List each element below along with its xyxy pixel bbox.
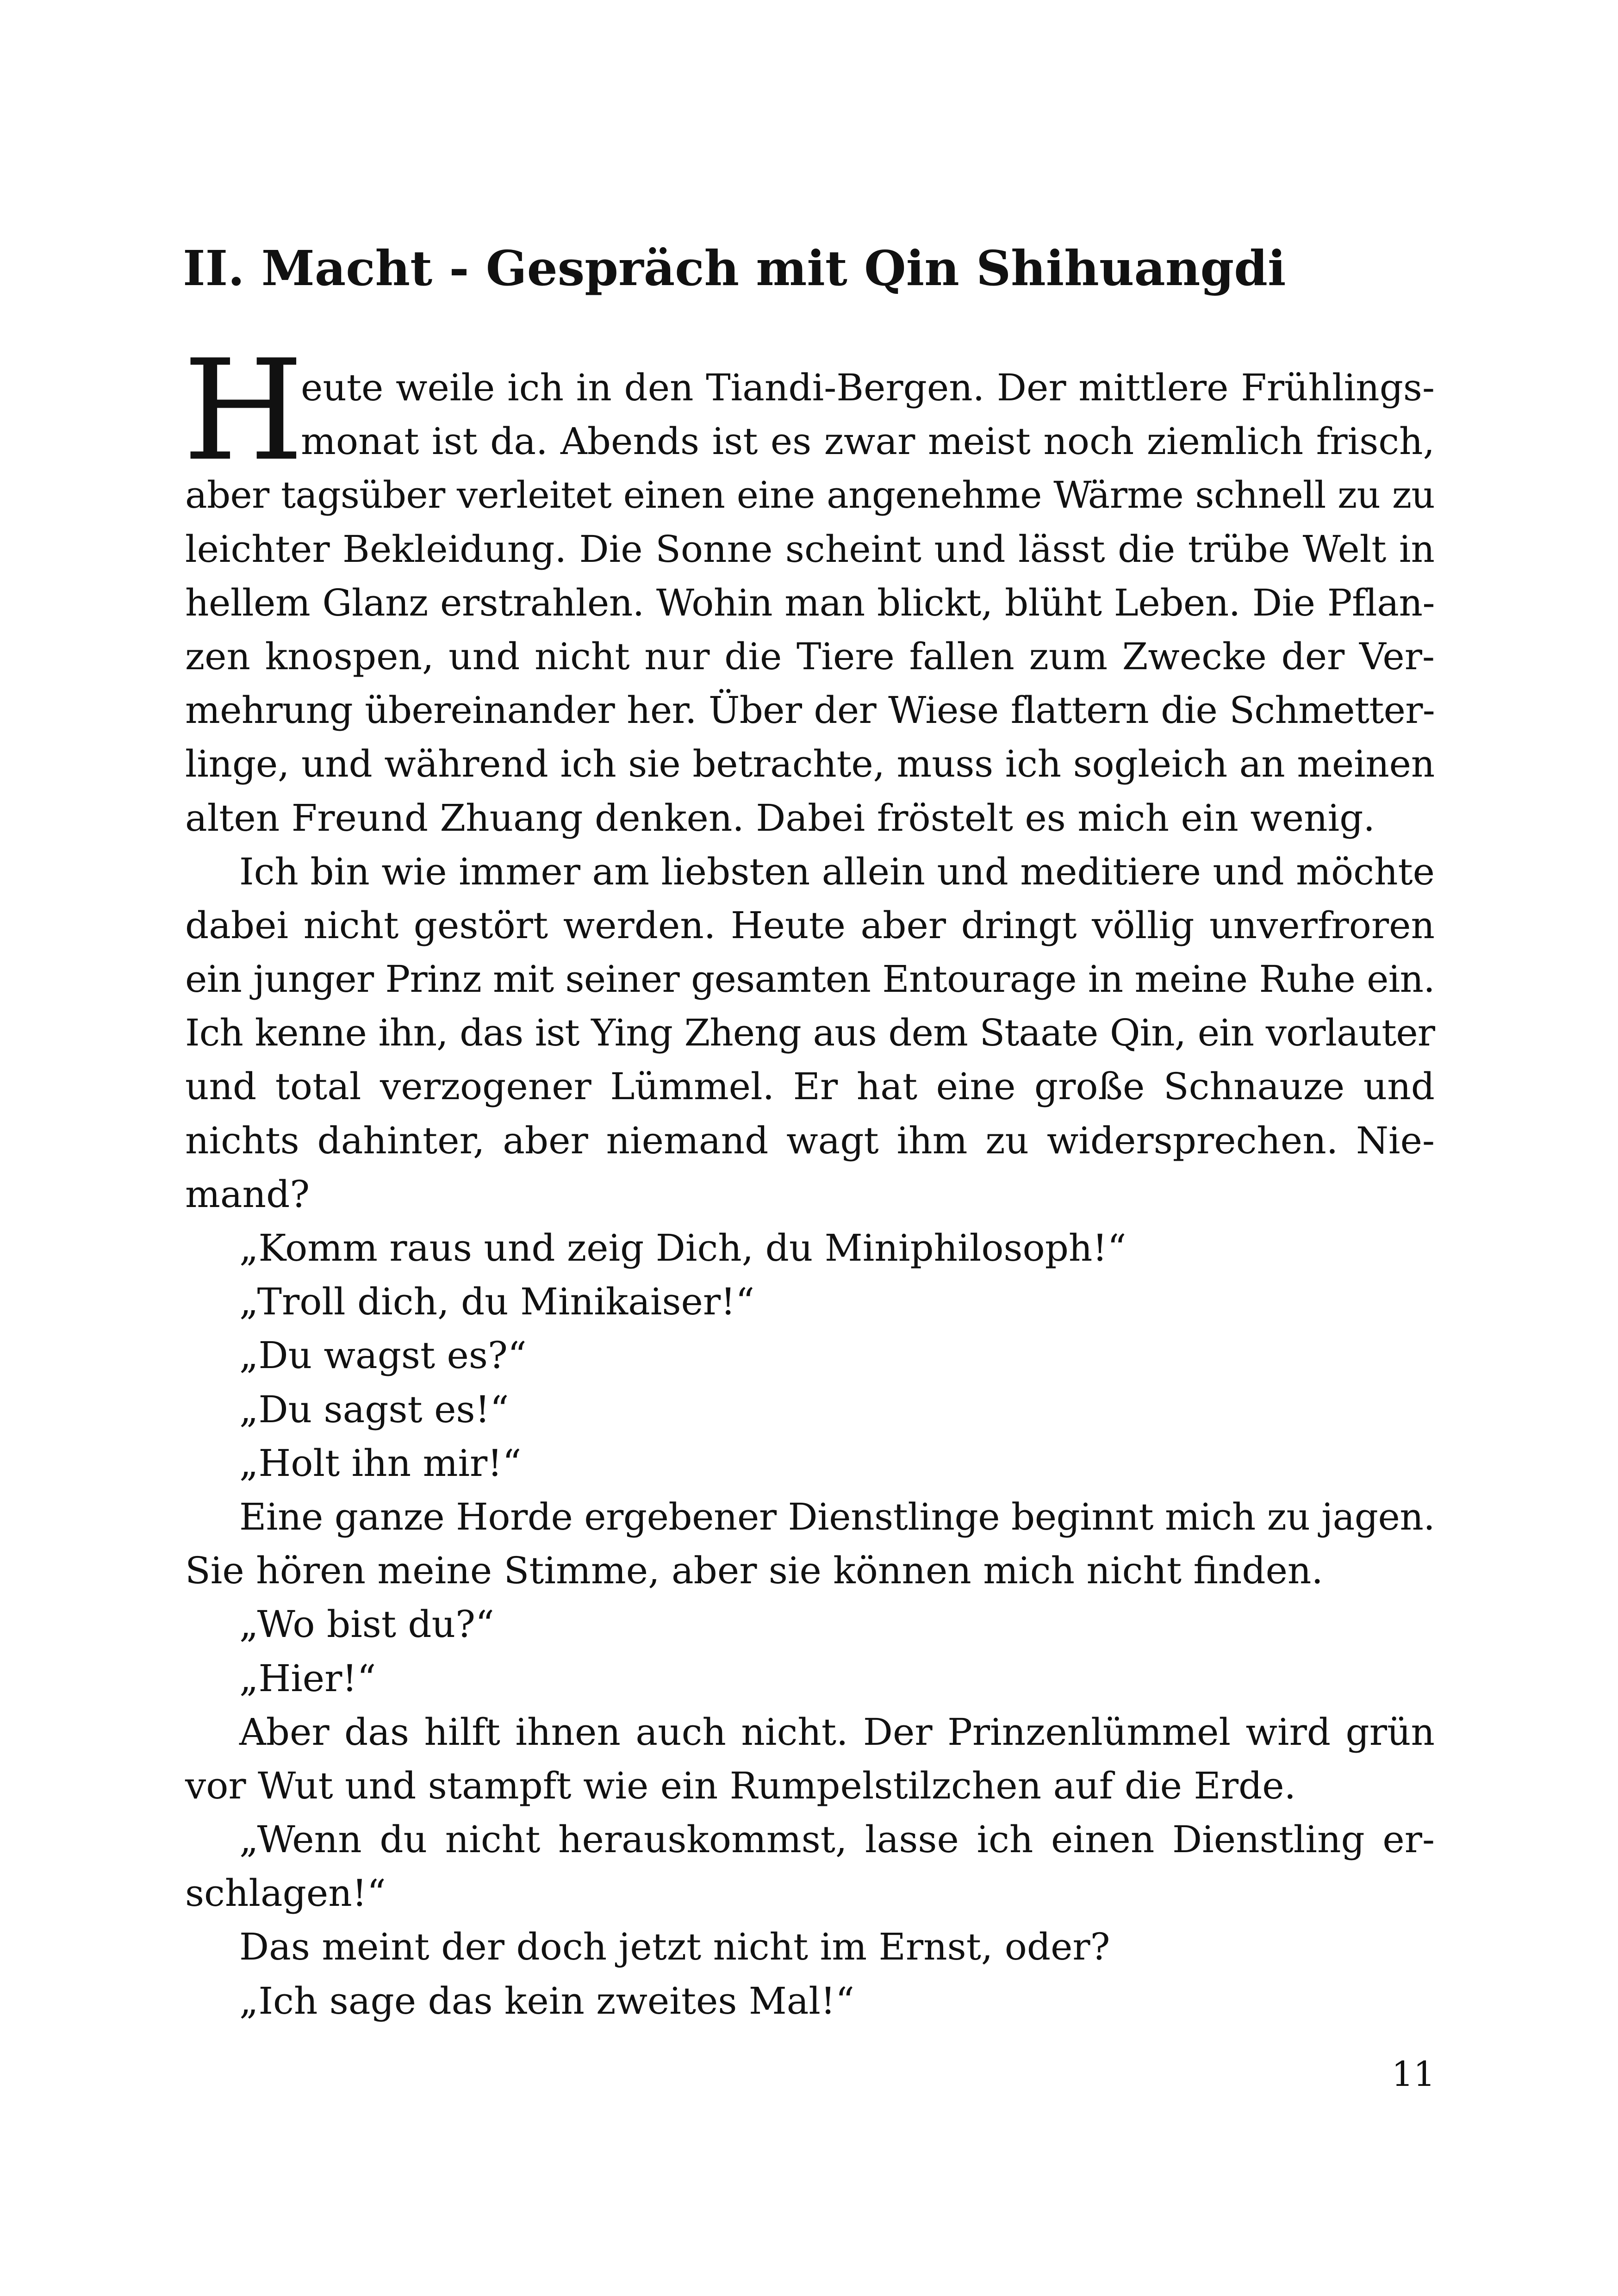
text-line: alten Freund Zhuang denken. Dabei fröstelt es mich ein wenig. (185, 796, 1375, 840)
text-line: „Wenn du nicht herauskommst, lasse ich einen Dienstling er- (239, 1818, 1435, 1861)
text-line: „Troll dich, du Minikaiser!“ (239, 1280, 755, 1324)
text-line: dabei nicht gestört werden. Heute aber dringt völlig unverfroren (185, 903, 1435, 947)
page-number: 11 (1391, 2054, 1435, 2094)
text-line: Ich bin wie immer am liebsten allein und meditiere und möchte (239, 850, 1435, 893)
text-line: Sie hören meine Stimme, aber sie können mich nicht finden. (185, 1549, 1323, 1593)
text-line: „Du wagst es?“ (239, 1334, 527, 1377)
text-line: nichts dahinter, aber niemand wagt ihm zu widersprechen. Nie- (185, 1119, 1435, 1162)
text-line: leichter Bekleidung. Die Sonne scheint und lässt die trübe Welt in (185, 527, 1435, 571)
text-line: „Holt ihn mir!“ (239, 1441, 522, 1485)
drop-cap: H (183, 330, 304, 492)
text-line: schlagen!“ (185, 1872, 386, 1915)
text-line: Eine ganze Horde ergebener Dienstlinge beginnt mich zu jagen. (239, 1495, 1435, 1538)
text-line: linge, und während ich sie betrachte, muss ich sogleich an meinen (185, 742, 1435, 786)
text-line: Ich kenne ihn, das ist Ying Zheng aus dem Staate Qin, ein vorlauter (185, 1011, 1435, 1055)
text-line: monat ist da. Abends ist es zwar meist noch ziemlich frisch, (301, 420, 1435, 463)
text-line: aber tagsüber verleitet einen eine angenehme Wärme schnell zu zu (185, 473, 1435, 517)
text-line: zen knospen, und nicht nur die Tiere fallen zum Zwecke der Ver- (185, 635, 1435, 678)
text-line: Aber das hilft ihnen auch nicht. Der Prinzenlümmel wird grün (239, 1710, 1435, 1754)
chapter-title: II. Macht - Gespräch mit Qin Shihuangdi (183, 240, 1286, 297)
text-line: ein junger Prinz mit seiner gesamten Entourage in meine Ruhe ein. (185, 958, 1435, 1001)
text-line: mehrung übereinander her. Über der Wiese flattern die Schmetter- (185, 689, 1435, 732)
text-line: „Du sagst es!“ (239, 1388, 509, 1431)
text-line: „Ich sage das kein zweites Mal!“ (239, 1979, 855, 2022)
text-line: „Hier!“ (239, 1656, 376, 1700)
text-line: vor Wut und stampft wie ein Rumpelstilzchen auf die Erde. (185, 1764, 1296, 1807)
body-text (185, 361, 1435, 2028)
text-line: und total verzogener Lümmel. Er hat eine große Schnauze und (185, 1065, 1435, 1108)
text-line: hellem Glanz erstrahlen. Wohin man blickt, blüht Leben. Die Pflan- (185, 581, 1435, 624)
text-line: eute weile ich in den Tiandi-Bergen. Der mittlere Frühlings- (301, 366, 1435, 409)
text-line: mand? (185, 1172, 310, 1216)
text-line: Das meint der doch jetzt nicht im Ernst, oder? (239, 1925, 1110, 1969)
text-line: „Komm raus und zeig Dich, du Miniphilosoph!“ (239, 1226, 1126, 1269)
text-line: „Wo bist du?“ (239, 1603, 494, 1646)
